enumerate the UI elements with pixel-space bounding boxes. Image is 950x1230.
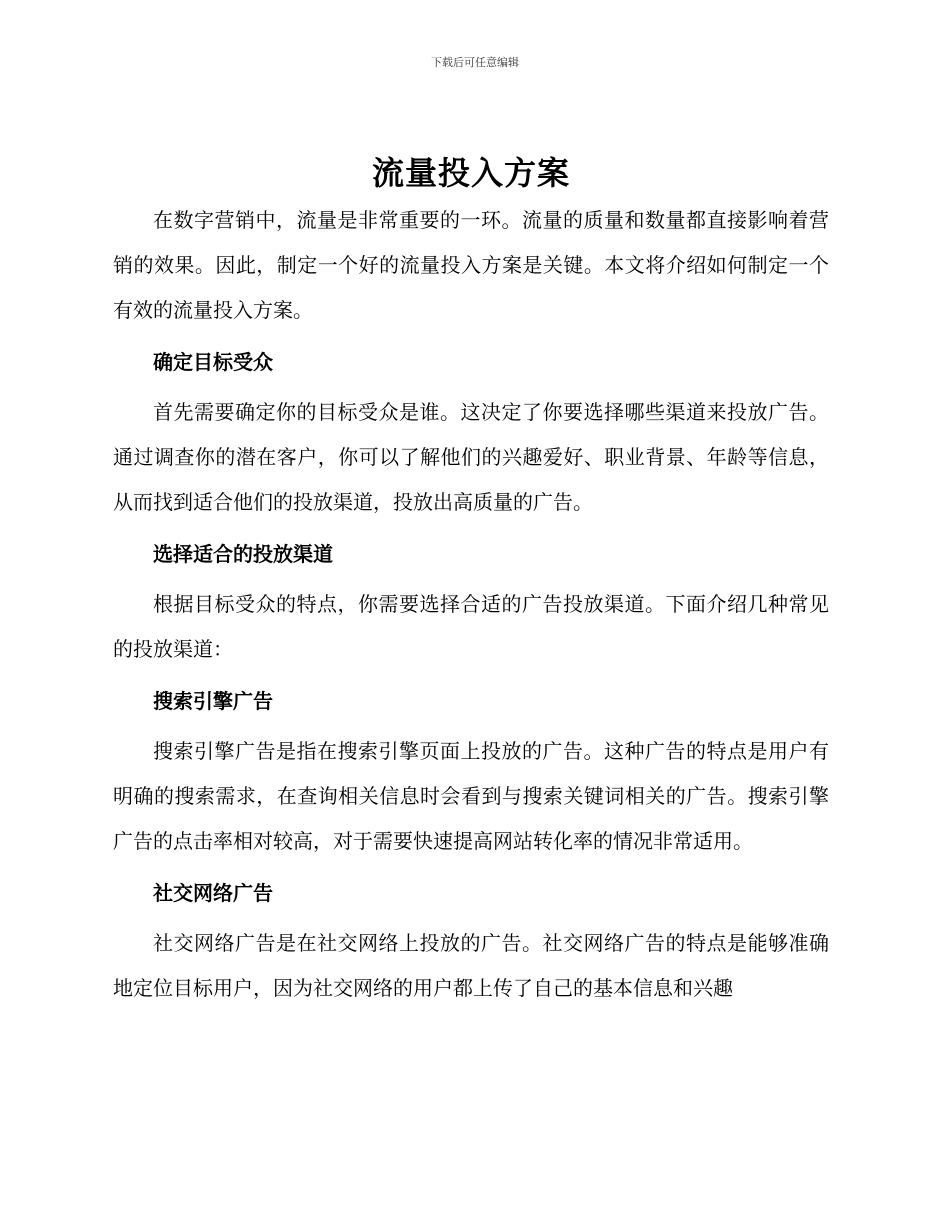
section-heading-social-ads: 社交网络广告: [153, 881, 273, 905]
page-header-note: 下载后可任意编辑: [431, 56, 519, 69]
document-body: [113, 148, 829, 1011]
section-body-search-ads: 搜索引擎广告是指在搜索引擎页面上投放的广告。这种广告的特点是用户有明确的搜索需求，在查询相关信息时会看到与搜索关键词相关的广告。搜索引擎广告的点击率相对较高，对于需要快速提高网站转化率的情况非常适用。: [113, 739, 829, 853]
document-title: 流量投入方案: [371, 154, 570, 192]
section-body-target-audience: 首先需要确定你的目标受众是谁。这决定了你要选择哪些渠道来投放广告。通过调查你的潜在客户，你可以了解他们的兴趣爱好、职业背景、年龄等信息，从而找到适合他们的投放渠道，投放出高质量的广告。: [113, 400, 829, 514]
section-body-choose-channels: 根据目标受众的特点，你需要选择合适的广告投放渠道。下面介绍几种常见的投放渠道：: [113, 592, 829, 661]
section-heading-search-ads: 搜索引擎广告: [153, 689, 273, 713]
section-body-social-ads: 社交网络广告是在社交网络上投放的广告。社交网络广告的特点是能够准确地定位目标用户，因为社交网络的用户都上传了自己的基本信息和兴趣: [113, 931, 829, 1000]
intro-paragraph: 在数字营销中，流量是非常重要的一环。流量的质量和数量都直接影响着营销的效果。因此，制定一个好的流量投入方案是关键。本文将介绍如何制定一个有效的流量投入方案。: [113, 208, 829, 322]
section-heading-target-audience: 确定目标受众: [153, 350, 273, 374]
section-heading-choose-channels: 选择适合的投放渠道: [153, 542, 333, 566]
